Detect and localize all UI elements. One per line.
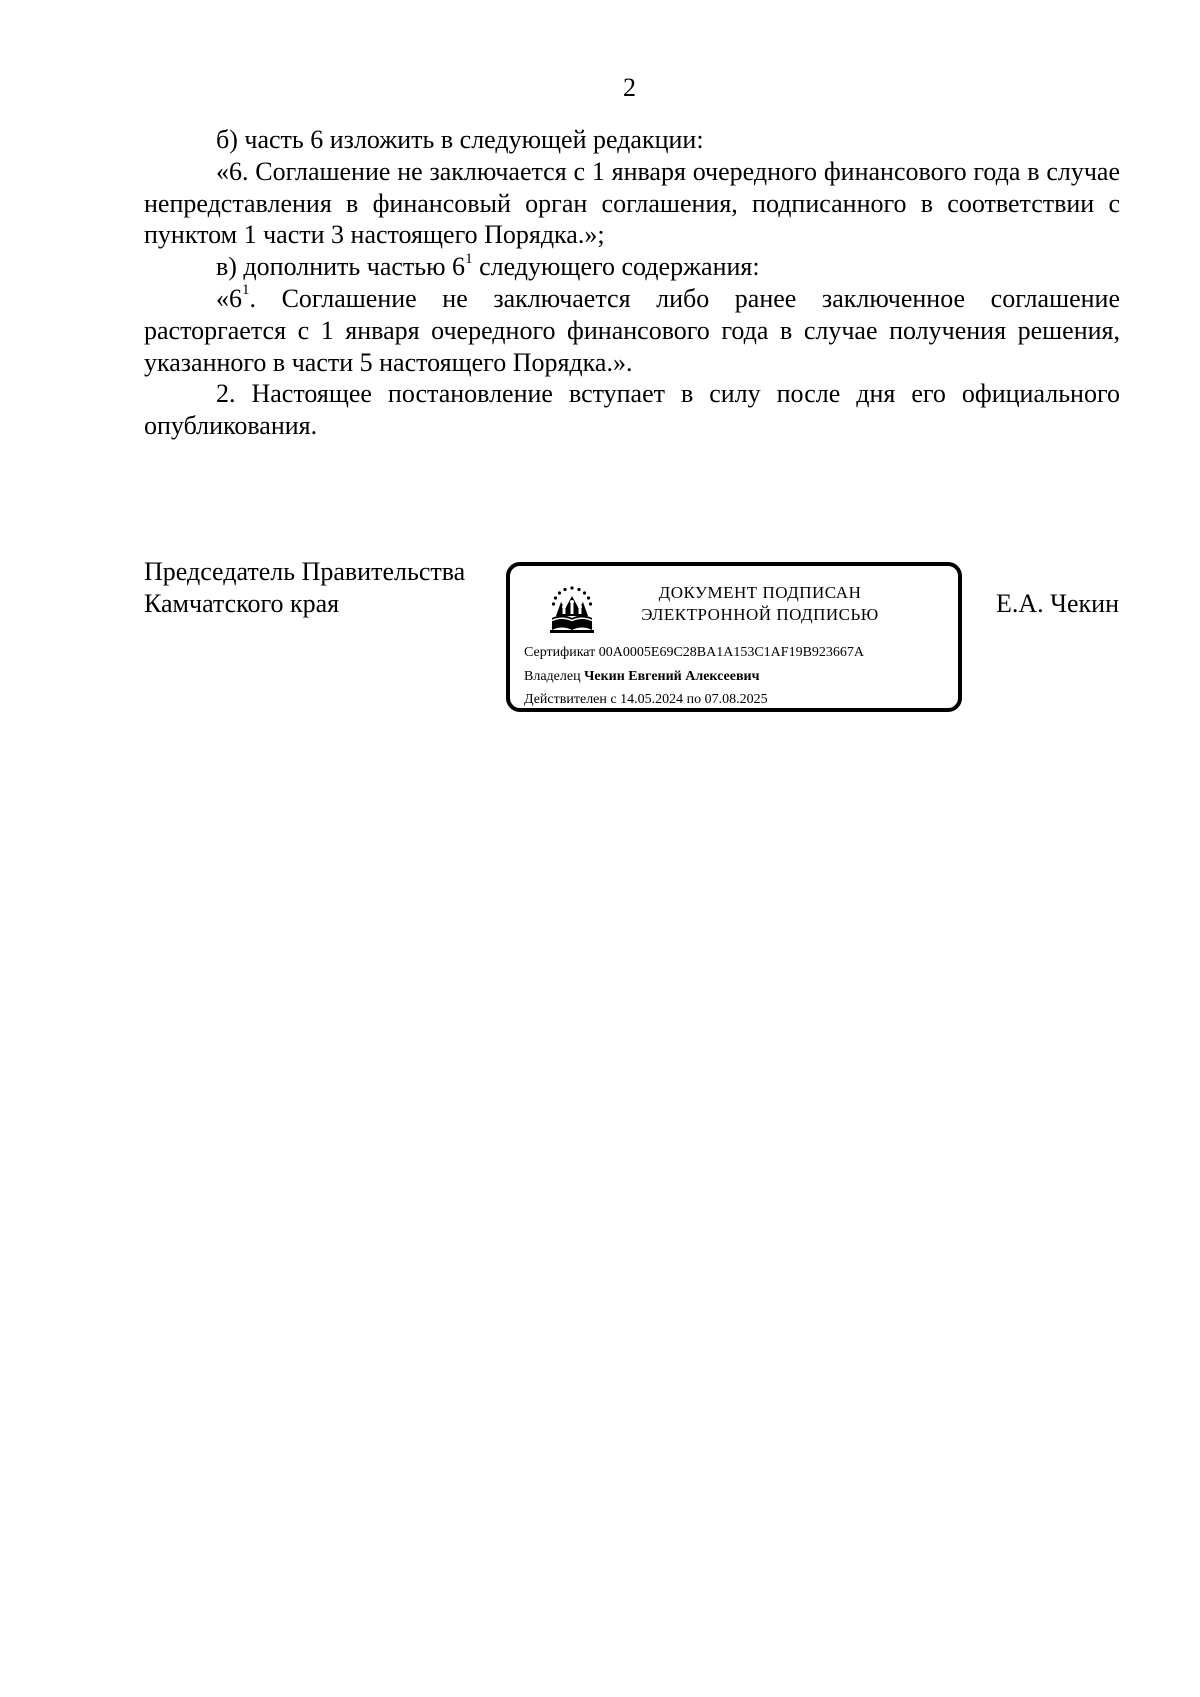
document-body (144, 124, 1120, 442)
paragraph-2: 2. Настоящее постановление вступает в силу после дня его официального опубликования. (144, 379, 1120, 441)
validity-label: Действителен (524, 692, 607, 707)
signatory-position-line1: Председатель Правительства (144, 557, 466, 586)
certificate-label: Сертификат (524, 645, 596, 660)
paragraph-part-6-1-text: . Соглашение не заключается либо ранее заключенное соглашение расторгается с 1 января очередного финансового года в случае получения решения, указанного в части 5 настоящего Порядка.». (144, 283, 1120, 377)
stamp-owner (524, 668, 759, 686)
valid-from-date: 14.05.2024 (620, 692, 684, 707)
valid-to-label: по (686, 692, 702, 707)
paragraph-part-6-1 (144, 283, 1120, 378)
paragraph-v-text: в) дополнить частью 6 (216, 252, 466, 282)
superscript: 1 (242, 282, 250, 299)
signatory-position (144, 556, 465, 620)
stamp-certificate (524, 644, 864, 662)
superscript: 1 (465, 250, 473, 267)
valid-to-date: 07.08.2025 (704, 692, 768, 707)
paragraph-part-6: «6. Соглашение не заключается с 1 января очередного финансового года в случае непредставления в финансовый орган соглашения, подписанного в соответствии с пунктом 1 части 3 настоящего Порядка.»; (144, 156, 1120, 250)
owner-label: Владелец (524, 669, 581, 684)
kamchatka-emblem-icon (546, 582, 598, 638)
stamp-validity (524, 691, 768, 709)
valid-from-label: с (610, 692, 617, 707)
paragraph-part-6-1-start: «6 (216, 283, 242, 313)
paragraph-v (144, 251, 1120, 283)
paragraph-v-text-end: следующего содержания: (472, 252, 760, 282)
stamp-title-line1: ДОКУМЕНТ ПОДПИСАН (658, 583, 862, 602)
stamp-title (610, 582, 910, 626)
certificate-value: 00A0005E69C28BA1A153C1AF19B923667A (598, 645, 865, 660)
electronic-signature-stamp (506, 562, 962, 712)
owner-value: Чекин Евгений Алексеевич (584, 669, 760, 684)
paragraph-b: б) часть 6 изложить в следующей редакции: (216, 125, 704, 154)
page-number: 2 (623, 73, 636, 102)
stamp-title-line2: ЭЛЕКТРОННОЙ ПОДПИСЬЮ (641, 605, 879, 624)
signatory-position-line2: Камчатского края (144, 589, 340, 618)
signatory-name: Е.А. Чекин (995, 589, 1119, 618)
